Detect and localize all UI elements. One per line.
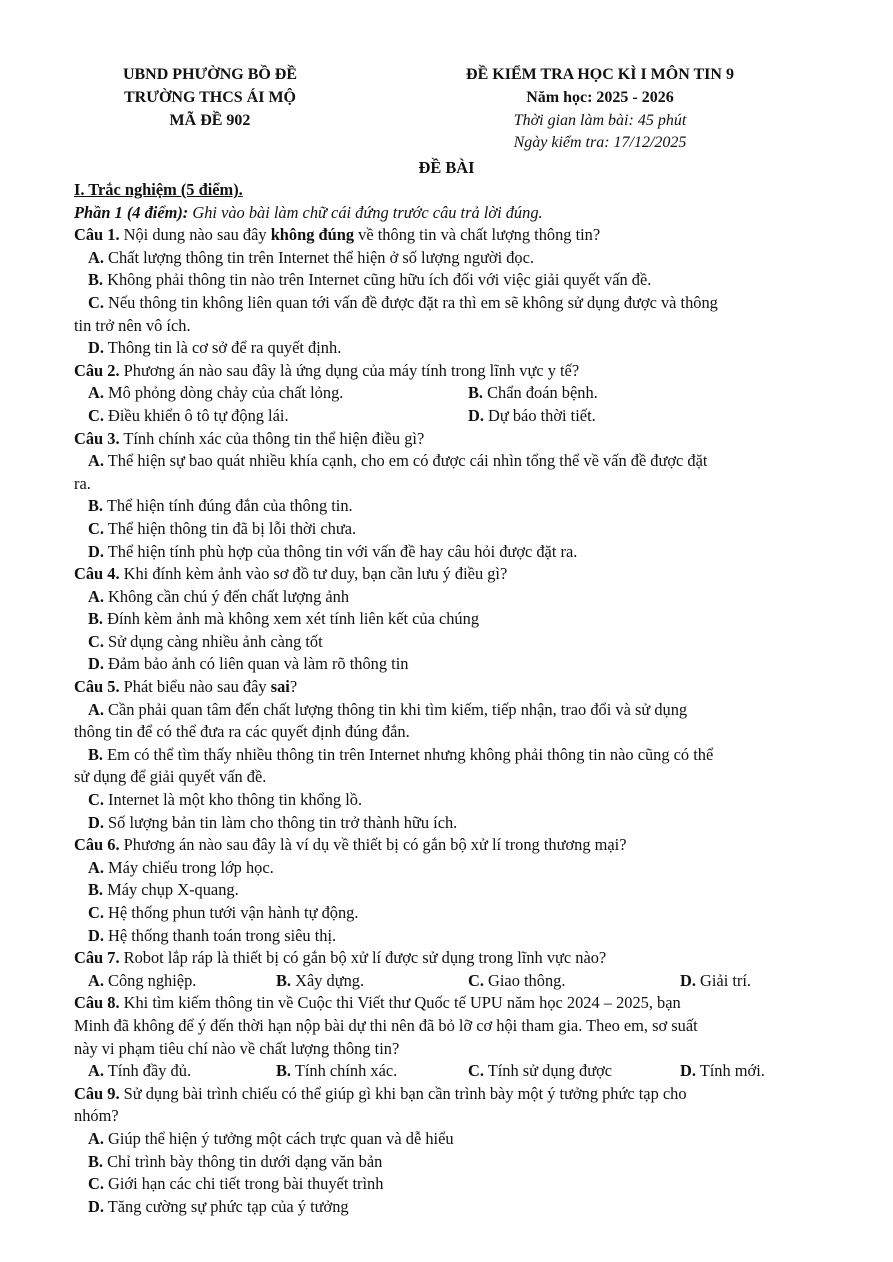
question-3 (74, 428, 826, 451)
option-text: Thể hiện tính phù hợp của thông tin với vấn đề hay câu hỏi được đặt ra. (103, 541, 578, 561)
option-text: Thể hiện sự bao quát nhiều khía cạnh, cho em có được cái nhìn tổng thể về vấn đề được đặt (103, 451, 708, 471)
option-b (74, 879, 826, 902)
option-text: Tính mới. (695, 1061, 765, 1081)
option-letter: D. (88, 1196, 104, 1216)
option-letter: D. (88, 925, 104, 945)
exam-title: ĐỀ KIỂM TRA HỌC KÌ I MÔN TIN 9 (466, 66, 734, 83)
options-row (74, 405, 826, 428)
question-number: Câu 9. (74, 1083, 120, 1103)
option-c (468, 1060, 680, 1083)
option-d (74, 925, 826, 948)
option-a (88, 382, 468, 405)
option-text: Dự báo thời tiết. (483, 405, 596, 425)
option-text: Giải trí. (695, 970, 752, 990)
option-text: Điều khiển ô tô tự động lái. (103, 405, 289, 425)
part-label: Phần 1 (4 điểm): (74, 202, 189, 222)
option-text: Nếu thông tin không liên quan tới vấn đề được đặt ra thì em sẽ không sử dụng được và thông (103, 292, 718, 312)
option-a-continued: thông tin để có thể đưa ra các quyết định đúng đắn. (74, 722, 410, 742)
options-row (74, 1060, 826, 1083)
option-c (468, 970, 680, 993)
question-text: Phương án nào sau đây là ví dụ về thiết bị có gắn bộ xử lí trong thương mại? (119, 835, 627, 855)
option-letter: C. (468, 970, 484, 990)
option-text: Không phải thông tin nào trên Internet cũng hữu ích đối với việc giải quyết vấn đề. (103, 270, 652, 290)
option-text: Giới hạn các chi tiết trong bài thuyết trình (103, 1174, 384, 1194)
option-a (74, 857, 826, 880)
question-2 (74, 360, 826, 383)
question-9 (74, 1083, 826, 1106)
option-d (74, 812, 826, 835)
option-text: Tính sử dụng được (483, 1061, 613, 1081)
option-letter: A. (88, 1128, 104, 1148)
question-number: Câu 8. (74, 993, 120, 1013)
option-a (74, 247, 826, 270)
option-text: Thể hiện thông tin đã bị lỗi thời chưa. (103, 518, 357, 538)
option-b (276, 1060, 468, 1083)
option-b (74, 744, 826, 767)
page-title: ĐỀ BÀI (418, 158, 475, 177)
question-number: Câu 3. (74, 428, 120, 448)
option-c (74, 631, 826, 654)
option-letter: A. (88, 970, 104, 990)
option-text: Thể hiện tính đúng đắn của thông tin. (103, 496, 353, 516)
exam-body (74, 179, 826, 1218)
option-text: Chất lượng thông tin trên Internet thể hiện ở số lượng người đọc. (103, 247, 534, 267)
option-letter: C. (88, 405, 104, 425)
option-text: Tăng cường sự phức tạp của ý tưởng (103, 1196, 349, 1216)
option-text: Chẩn đoán bệnh. (483, 383, 598, 403)
question-text-continued: nhóm? (74, 1106, 119, 1126)
option-d (468, 405, 596, 428)
question-number: Câu 7. (74, 948, 120, 968)
option-c (74, 292, 826, 315)
section-heading: I. Trắc nghiệm (5 điểm). (74, 180, 243, 199)
option-text: Mô phỏng dòng chảy của chất lỏng. (103, 383, 344, 403)
option-text: Cần phải quan tâm đến chất lượng thông tin khi tìm kiếm, tiếp nhận, trao đổi và sử dụng (103, 699, 688, 719)
option-text: Công nghiệp. (103, 970, 197, 990)
option-c (88, 405, 468, 428)
question-1 (74, 224, 826, 247)
option-a (88, 1060, 276, 1083)
option-a (74, 586, 826, 609)
part-instruction-text: Ghi vào bài làm chữ cái đứng trước câu trả lời đúng. (188, 202, 543, 222)
question-text: Khi đính kèm ảnh vào sơ đồ tư duy, bạn cần lưu ý điều gì? (119, 564, 508, 584)
option-b-continued: sử dụng để giải quyết vấn đề. (74, 767, 267, 787)
option-text: Máy chiếu trong lớp học. (103, 857, 274, 877)
options-row (74, 970, 826, 993)
option-text: Tính đầy đủ. (103, 1061, 192, 1081)
option-d (74, 541, 826, 564)
option-a-continued: ra. (74, 473, 91, 493)
option-text: Máy chụp X-quang. (103, 880, 239, 900)
option-a (74, 699, 826, 722)
options-row (74, 382, 826, 405)
option-letter: B. (88, 496, 104, 516)
option-c (74, 789, 826, 812)
option-text: Thông tin là cơ sở để ra quyết định. (103, 338, 342, 358)
option-text: Không cần chú ý đến chất lượng ảnh (103, 586, 350, 606)
option-text: Đính kèm ảnh mà không xem xét tính liên kết của chúng (103, 609, 480, 629)
option-d (74, 337, 826, 360)
question-text: Tính chính xác của thông tin thể hiện điều gì? (119, 428, 425, 448)
option-letter: A. (88, 383, 104, 403)
option-letter: B. (88, 609, 104, 629)
option-b (276, 970, 468, 993)
option-letter: B. (88, 1151, 104, 1171)
option-letter: C. (88, 518, 104, 538)
option-d (680, 970, 751, 993)
option-text: Xây dựng. (291, 970, 365, 990)
option-letter: C. (88, 1174, 104, 1194)
option-text: Đảm bảo ảnh có liên quan và làm rõ thông tin (103, 654, 409, 674)
option-letter: A. (88, 586, 104, 606)
option-letter: A. (88, 699, 104, 719)
option-text: Số lượng bản tin làm cho thông tin trở thành hữu ích. (103, 812, 458, 832)
option-letter: C. (88, 292, 104, 312)
question-5 (74, 676, 826, 699)
question-6 (74, 834, 826, 857)
option-letter: A. (88, 857, 104, 877)
exam-code: MÃ ĐỀ 902 (169, 112, 251, 129)
question-text: Khi tìm kiếm thông tin về Cuộc thi Viết thư Quốc tế UPU năm học 2024 – 2025, bạn (119, 993, 681, 1013)
question-number: Câu 1. (74, 225, 120, 245)
option-b (74, 1151, 826, 1174)
option-letter: D. (88, 541, 104, 561)
option-text: Giúp thể hiện ý tưởng một cách trực quan và dễ hiểu (103, 1128, 454, 1148)
option-text: Sử dụng càng nhiều ảnh càng tốt (103, 631, 323, 651)
question-text-continued: Minh đã không để ý đến thời hạn nộp bài dự thi nên đã bỏ lỡ cơ hội tham gia. Theo em, sơ suất (74, 1015, 698, 1035)
question-emphasis: không đúng (270, 225, 355, 245)
question-number: Câu 6. (74, 835, 120, 855)
school-name: TRƯỜNG THCS ÁI MỘ (123, 89, 296, 106)
option-letter: C. (88, 631, 104, 651)
question-text: ? (289, 677, 298, 697)
option-c (74, 518, 826, 541)
option-letter: B. (88, 270, 104, 290)
school-year: Năm học: 2025 - 2026 (526, 89, 674, 106)
option-d (74, 1196, 826, 1219)
option-text: Internet là một kho thông tin khổng lồ. (103, 790, 363, 810)
question-number: Câu 5. (74, 677, 120, 697)
option-letter: D. (88, 338, 104, 358)
part-instruction (74, 202, 826, 225)
option-letter: D. (468, 405, 484, 425)
option-letter: D. (680, 970, 696, 990)
option-a (88, 970, 276, 993)
option-b (468, 382, 598, 405)
option-letter: C. (468, 1061, 484, 1081)
question-text: Sử dụng bài trình chiếu có thể giúp gì khi bạn cần trình bày một ý tưởng phức tạp cho (119, 1083, 687, 1103)
option-a (74, 450, 826, 473)
ward-name: UBND PHƯỜNG BỒ ĐỀ (122, 66, 298, 83)
option-letter: D. (680, 1061, 696, 1081)
option-text: Hệ thống thanh toán trong siêu thị. (103, 925, 337, 945)
option-text: Giao thông. (483, 970, 566, 990)
option-letter: C. (88, 903, 104, 922)
option-c (74, 1173, 826, 1196)
option-a (74, 1128, 826, 1151)
question-text: về thông tin và chất lượng thông tin? (354, 225, 601, 245)
option-letter: B. (88, 744, 104, 764)
option-letter: D. (88, 654, 104, 674)
question-8 (74, 992, 826, 1015)
duration: Thời gian làm bài: 45 phút (513, 112, 687, 129)
option-text: Hệ thống phun tưới vận hành tự động. (103, 903, 359, 922)
option-letter: B. (468, 383, 484, 403)
question-text: Nội dung nào sau đây (119, 225, 271, 245)
question-text: Robot lắp ráp là thiết bị có gắn bộ xử lí được sử dụng trong lĩnh vực nào? (119, 948, 607, 968)
question-text-continued: này vi phạm tiêu chí nào về chất lượng thông tin? (74, 1038, 400, 1058)
option-letter: A. (88, 247, 104, 267)
option-letter: B. (276, 1061, 292, 1081)
option-letter: C. (88, 790, 104, 810)
question-4 (74, 563, 826, 586)
option-letter: A. (88, 1061, 104, 1081)
option-b (74, 495, 826, 518)
option-b (74, 269, 826, 292)
option-d (74, 653, 826, 676)
option-letter: B. (276, 970, 292, 990)
option-b (74, 608, 826, 631)
option-d (680, 1060, 765, 1083)
question-number: Câu 4. (74, 564, 120, 584)
question-text: Phương án nào sau đây là ứng dụng của máy tính trong lĩnh vực y tế? (119, 360, 580, 380)
question-emphasis: sai (270, 677, 290, 697)
option-text: Tính chính xác. (291, 1061, 398, 1081)
question-number: Câu 2. (74, 360, 120, 380)
option-c (74, 902, 826, 925)
question-text: Phát biểu nào sau đây (119, 677, 271, 697)
option-text: Chỉ trình bày thông tin dưới dạng văn bản (103, 1151, 383, 1171)
exam-date: Ngày kiểm tra: 17/12/2025 (513, 134, 687, 151)
option-c-continued: tin trở nên vô ích. (74, 315, 191, 335)
option-letter: B. (88, 880, 104, 900)
option-letter: A. (88, 451, 104, 471)
option-text: Em có thể tìm thấy nhiều thông tin trên Internet nhưng không phải thông tin nào cũng có thể (103, 744, 714, 764)
question-7 (74, 947, 826, 970)
option-letter: D. (88, 812, 104, 832)
